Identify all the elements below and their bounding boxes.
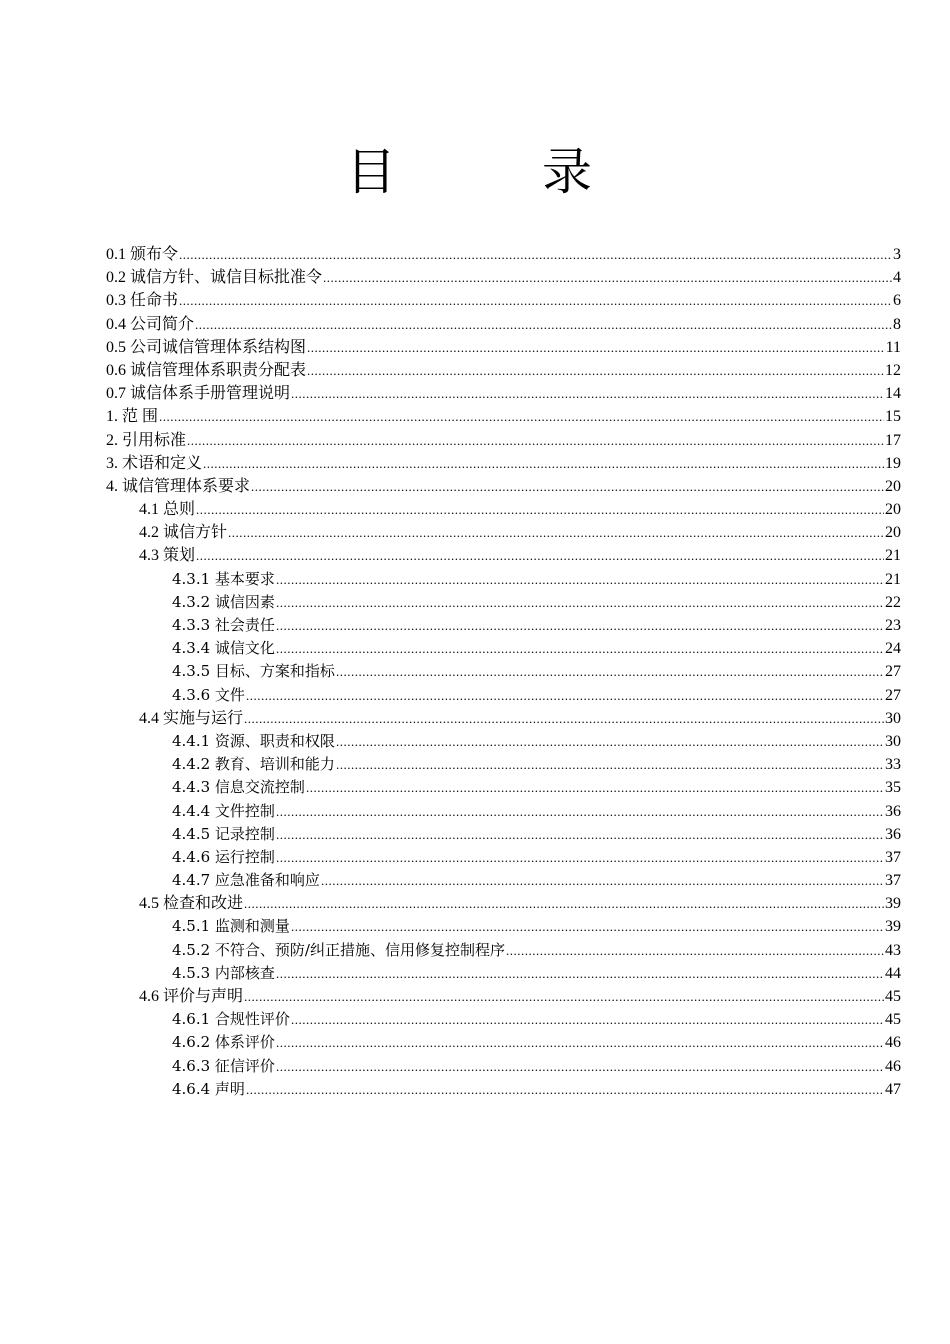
toc-entry[interactable] — [106, 684, 901, 707]
toc-entry-label: 4.6.1 合规性评价 — [172, 1010, 290, 1029]
toc-entry-label: 4.2 诚信方针 — [139, 524, 228, 542]
toc-entry-label: 1. 范 围 — [106, 408, 159, 426]
toc-entry[interactable] — [106, 730, 901, 753]
toc-entry-page-number: 43 — [885, 941, 901, 959]
toc-entry[interactable] — [106, 289, 901, 312]
toc-entry-label: 4.4.7 应急准备和响应 — [172, 871, 320, 890]
toc-dot-leader — [276, 591, 884, 614]
toc-entry-page-number: 30 — [885, 709, 901, 727]
toc-dot-leader — [179, 289, 892, 312]
toc-entry-page-number: 22 — [885, 593, 901, 611]
toc-entry-label: 4.5.1 监测和测量 — [172, 917, 290, 936]
toc-entry-page-number: 39 — [885, 895, 901, 913]
toc-entry-label: 4.3.1 基本要求 — [172, 569, 275, 588]
toc-entry-page-number: 21 — [885, 570, 901, 588]
toc-entry-page-number: 14 — [885, 385, 901, 403]
toc-entry-page-number: 45 — [885, 988, 901, 1005]
toc-entry[interactable] — [106, 1055, 901, 1078]
toc-entry[interactable] — [106, 846, 901, 869]
toc-dot-leader — [276, 823, 884, 846]
toc-entry-page-number: 6 — [893, 292, 901, 310]
toc-entry[interactable] — [106, 1008, 901, 1031]
toc-entry-label: 0.3 任命书 — [106, 292, 179, 310]
toc-entry[interactable] — [106, 521, 901, 544]
toc-entry-page-number: 39 — [885, 918, 901, 936]
toc-entry-page-number: 20 — [885, 477, 901, 495]
toc-entry[interactable] — [106, 591, 901, 614]
toc-entry-page-number: 21 — [885, 547, 901, 565]
toc-dot-leader — [276, 568, 884, 591]
toc-entry-label: 4.3.5 目标、方案和指标 — [172, 662, 335, 681]
toc-dot-leader — [307, 359, 884, 382]
toc-dot-leader — [196, 498, 884, 521]
toc-entry-page-number: 27 — [885, 663, 901, 681]
toc-entry-label: 4.3.4 诚信文化 — [172, 639, 275, 658]
toc-entry-label: 4.4.2 教育、培训和能力 — [172, 755, 335, 774]
toc-dot-leader — [276, 846, 884, 869]
toc-entry-label: 2. 引用标准 — [106, 431, 187, 449]
toc-entry-page-number: 30 — [885, 732, 901, 750]
toc-entry[interactable] — [106, 1031, 901, 1054]
toc-entry-label: 4.4.1 资源、职责和权限 — [172, 731, 335, 750]
toc-entry-page-number: 24 — [885, 640, 901, 658]
toc-entry-label: 4.3.2 诚信因素 — [172, 592, 275, 611]
toc-dot-leader — [203, 452, 884, 475]
toc-dot-leader — [244, 707, 884, 730]
toc-entry-label: 4.6.4 声明 — [172, 1079, 245, 1098]
toc-dot-leader — [323, 266, 892, 289]
toc-entry-label: 4.6.3 征信评价 — [172, 1056, 275, 1075]
toc-entry-page-number: 35 — [885, 779, 901, 797]
toc-entry[interactable] — [106, 266, 901, 289]
toc-entry[interactable] — [106, 429, 901, 452]
toc-entry-label: 4.4 实施与运行 — [139, 709, 244, 727]
toc-dot-leader — [251, 475, 884, 498]
toc-entry-label: 0.2 诚信方针、诚信目标批准令 — [106, 269, 323, 287]
toc-entry-label: 4.4.3 信息交流控制 — [172, 778, 305, 797]
toc-dot-leader — [291, 1008, 884, 1031]
toc-entry[interactable] — [106, 637, 901, 660]
toc-dot-leader — [321, 869, 884, 892]
toc-dot-leader — [336, 753, 884, 776]
toc-entry[interactable] — [106, 869, 901, 892]
toc-entry[interactable] — [106, 452, 901, 475]
toc-entry-page-number: 20 — [885, 524, 901, 542]
toc-dot-leader — [276, 637, 884, 660]
toc-entry-page-number: 17 — [885, 431, 901, 449]
toc-entry[interactable] — [106, 776, 901, 799]
toc-entry-label: 0.6 诚信管理体系职责分配表 — [106, 361, 307, 379]
toc-dot-leader — [246, 1078, 884, 1101]
toc-entry-page-number: 8 — [893, 315, 901, 333]
toc-entry-page-number: 15 — [885, 408, 901, 426]
toc-entry-label: 4.1 总则 — [139, 501, 196, 519]
toc-entry[interactable] — [106, 660, 901, 683]
toc-entry-page-number: 19 — [885, 454, 901, 472]
toc-entry[interactable] — [106, 475, 901, 498]
toc-entry[interactable] — [106, 707, 901, 730]
toc-entry-label: 4.4.6 运行控制 — [172, 847, 275, 866]
toc-dot-leader — [228, 521, 884, 544]
toc-dot-leader — [187, 429, 884, 452]
toc-entry[interactable] — [106, 498, 901, 521]
toc-entry[interactable] — [106, 544, 901, 567]
toc-dot-leader — [244, 985, 884, 1008]
toc-dot-leader — [246, 684, 884, 707]
toc-entry[interactable] — [106, 313, 901, 336]
toc-entry-page-number: 46 — [885, 1034, 901, 1052]
toc-entry[interactable] — [106, 568, 901, 591]
toc-entry[interactable] — [106, 753, 901, 776]
toc-dot-leader — [195, 313, 892, 336]
toc-entry-label: 4.6.2 体系评价 — [172, 1033, 275, 1052]
toc-entry[interactable] — [106, 243, 901, 266]
toc-entry-page-number: 36 — [885, 825, 901, 843]
toc-entry[interactable] — [106, 1078, 901, 1101]
page-title: 目 录 — [346, 143, 640, 201]
toc-entry[interactable] — [106, 962, 901, 985]
toc-dot-leader — [506, 939, 884, 962]
toc-entry-label: 0.5 公司诚信管理体系结构图 — [106, 338, 307, 356]
toc-dot-leader — [276, 614, 884, 637]
toc-dot-leader — [159, 405, 884, 428]
toc-entry-label: 4.4.4 文件控制 — [172, 801, 275, 820]
toc-entry-page-number: 23 — [885, 617, 901, 634]
toc-entry[interactable] — [106, 359, 901, 382]
toc-entry-page-number: 27 — [885, 686, 901, 704]
toc-dot-leader — [307, 336, 885, 359]
toc-entry-page-number: 4 — [893, 269, 901, 287]
toc-entry-label: 0.4 公司简介 — [106, 315, 195, 333]
toc-entry-page-number: 12 — [885, 361, 901, 379]
toc-dot-leader — [196, 544, 884, 567]
toc-entry-page-number: 46 — [885, 1057, 901, 1075]
toc-entry[interactable] — [106, 892, 901, 915]
toc-entry[interactable] — [106, 800, 901, 823]
toc-dot-leader — [336, 660, 884, 683]
toc-entry[interactable] — [106, 336, 901, 359]
toc-dot-leader — [276, 800, 884, 823]
toc-entry-label: 4.3.3 社会责任 — [172, 616, 275, 634]
toc-entry[interactable] — [106, 915, 901, 938]
toc-entry-label: 3. 术语和定义 — [106, 454, 203, 472]
toc-entry-label: 4.4.5 记录控制 — [172, 824, 275, 843]
toc-entry-label: 4.3 策划 — [139, 547, 196, 565]
toc-entry-page-number: 37 — [885, 872, 901, 890]
toc-entry-label: 4.5.2 不符合、预防/纠正措施、信用修复控制程序 — [172, 940, 505, 959]
toc-dot-leader — [291, 915, 884, 938]
toc-entry-label: 4.3.6 文件 — [172, 685, 245, 704]
toc-entry-label: 0.1 颁布令 — [106, 246, 179, 263]
toc-entry-label: 4. 诚信管理体系要求 — [106, 477, 251, 495]
toc-dot-leader — [244, 892, 884, 915]
toc-entry-page-number: 45 — [885, 1011, 901, 1029]
toc-dot-leader — [336, 730, 884, 753]
toc-dot-leader — [291, 382, 884, 405]
toc-entry-page-number: 47 — [885, 1080, 901, 1098]
toc-entry-page-number: 44 — [885, 964, 901, 982]
toc-entry-page-number: 11 — [885, 338, 901, 356]
toc-entry[interactable] — [106, 382, 901, 405]
toc-entry[interactable] — [106, 405, 901, 428]
toc-entry-label: 4.5 检查和改进 — [139, 895, 244, 913]
toc-entry[interactable] — [106, 985, 901, 1008]
toc-entry[interactable] — [106, 939, 901, 962]
toc-dot-leader — [276, 1055, 884, 1078]
toc-dot-leader — [276, 1031, 884, 1054]
toc-entry-page-number: 37 — [885, 848, 901, 866]
toc-dot-leader — [179, 243, 892, 266]
toc-entry-page-number: 20 — [885, 501, 901, 519]
toc-entry[interactable] — [106, 614, 901, 637]
toc-dot-leader — [306, 776, 884, 799]
toc-entry-label: 4.5.3 内部核查 — [172, 963, 275, 982]
toc-entry-label: 4.6 评价与声明 — [139, 988, 244, 1005]
table-of-contents — [106, 243, 901, 1101]
toc-entry-page-number: 3 — [893, 246, 901, 263]
toc-dot-leader — [276, 962, 884, 985]
toc-entry-page-number: 33 — [885, 756, 901, 774]
toc-entry-label: 0.7 诚信体系手册管理说明 — [106, 385, 291, 403]
toc-entry-page-number: 36 — [885, 802, 901, 820]
toc-entry[interactable] — [106, 823, 901, 846]
